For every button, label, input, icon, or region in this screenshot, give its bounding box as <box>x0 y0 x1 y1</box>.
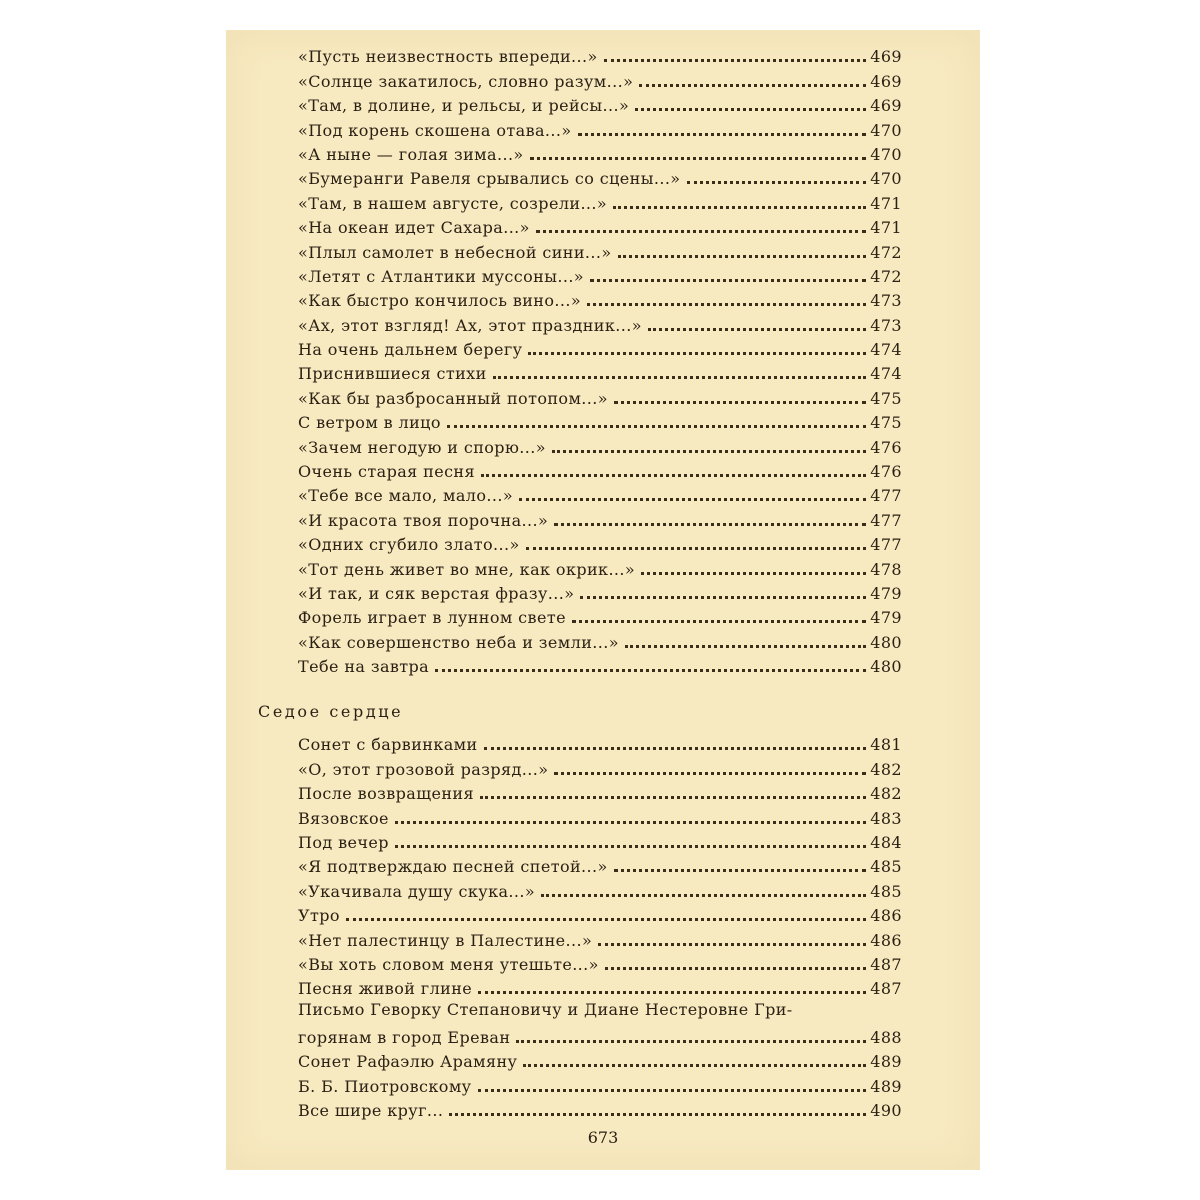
toc-entry-page: 475 <box>870 388 902 408</box>
toc-entry-page: 469 <box>870 47 902 67</box>
toc-entry-title: «Бумеранги Равеля срывались со сцены...» <box>298 169 681 189</box>
toc-entry-page: 477 <box>870 535 902 555</box>
dot-leader <box>541 894 866 897</box>
toc-entry <box>298 237 902 261</box>
dot-leader <box>481 474 866 477</box>
table-of-contents-part-1 <box>298 42 902 676</box>
dot-leader <box>478 1089 867 1092</box>
toc-entry-title: После возвращения <box>298 784 474 804</box>
toc-entry-page: 490 <box>870 1101 902 1121</box>
toc-entry <box>298 530 902 554</box>
toc-entry <box>298 457 902 481</box>
toc-entry-page: 478 <box>870 559 902 579</box>
toc-entry-page: 476 <box>870 462 902 482</box>
toc-entry <box>298 213 902 237</box>
toc-entry-title: «Плыл самолет в небесной сини...» <box>298 242 612 262</box>
toc-entry-page: 474 <box>870 340 902 360</box>
dot-leader <box>598 943 866 946</box>
toc-entry <box>298 481 902 505</box>
dot-leader <box>530 157 866 160</box>
toc-entry <box>298 828 902 852</box>
toc-entry <box>298 754 902 778</box>
toc-entry <box>298 42 902 66</box>
toc-entry-line-2 <box>298 1023 902 1047</box>
toc-entry-title: «Ах, этот взгляд! Ах, этот праздник...» <box>298 315 642 335</box>
toc-entry-title: Очень старая песня <box>298 462 475 482</box>
toc-entry <box>298 188 902 212</box>
toc-entry <box>298 91 902 115</box>
toc-entry-page: 470 <box>870 144 902 164</box>
dot-leader <box>618 255 866 258</box>
toc-entry-title-line-2: горянам в город Ереван <box>298 1028 511 1048</box>
dot-leader <box>395 845 866 848</box>
toc-entry-title: «Летят с Атлантики муссоны...» <box>298 266 584 286</box>
toc-entry-title: Песня живой глине <box>298 979 473 999</box>
toc-entry-title: Утро <box>298 906 340 926</box>
toc-entry <box>298 66 902 90</box>
toc-entry <box>298 901 902 925</box>
toc-entry <box>298 140 902 164</box>
toc-entry-title: «Зачем негодую и спорю...» <box>298 437 546 457</box>
toc-entry-page: 472 <box>870 266 902 286</box>
toc-entry <box>298 359 902 383</box>
page-number: 673 <box>587 1128 619 1147</box>
toc-entry-title: «И так, и сяк верстая фразу...» <box>298 583 575 603</box>
toc-entry-page: 480 <box>870 657 902 677</box>
dot-leader <box>552 450 866 453</box>
toc-entry <box>298 286 902 310</box>
toc-entry <box>298 627 902 651</box>
toc-entry-page: 477 <box>870 486 902 506</box>
toc-entry-page: 469 <box>870 71 902 91</box>
toc-entry-page: 487 <box>870 979 902 999</box>
toc-entry <box>298 603 902 627</box>
dot-leader <box>641 572 866 575</box>
dot-leader <box>480 796 866 799</box>
toc-entry-title: Форель играет в лунном свете <box>298 608 566 628</box>
toc-entry-page: 470 <box>870 120 902 140</box>
toc-entry-title: «Одних сгубило злато...» <box>298 535 520 555</box>
toc-entry-title: Тебе на завтра <box>298 657 430 677</box>
toc-entry-page: 473 <box>870 315 902 335</box>
toc-entry-title: С ветром в лицо <box>298 413 441 433</box>
toc-entry-wrapped <box>298 998 902 1047</box>
dot-leader <box>554 772 866 775</box>
toc-entry <box>298 1071 902 1095</box>
toc-entry <box>298 432 902 456</box>
dot-leader <box>635 108 866 111</box>
dot-leader <box>648 328 866 331</box>
toc-entry-page: 489 <box>870 1076 902 1096</box>
toc-entry-page: 485 <box>870 857 902 877</box>
toc-entry-page: 487 <box>870 954 902 974</box>
toc-entry <box>298 925 902 949</box>
toc-entry-title: «Я подтверждаю песней спетой...» <box>298 857 608 877</box>
toc-entry <box>298 652 902 676</box>
dot-leader <box>687 181 867 184</box>
toc-entry-title: Приснившиеся стихи <box>298 364 487 384</box>
toc-entry-title: «Там, в долине, и рельсы, и рейсы...» <box>298 96 630 116</box>
dot-leader <box>580 596 866 599</box>
dot-leader <box>625 645 866 648</box>
dot-leader <box>519 498 866 501</box>
dot-leader <box>578 133 866 136</box>
toc-entry-title: «Нет палестинцу в Палестине...» <box>298 930 593 950</box>
dot-leader <box>528 352 866 355</box>
dot-leader <box>614 401 866 404</box>
toc-entry-title: Сонет с барвинками <box>298 735 478 755</box>
toc-entry <box>298 262 902 286</box>
toc-entry-page: 481 <box>870 735 902 755</box>
toc-entry-title: Сонет Рафаэлю Арамяну <box>298 1052 518 1072</box>
toc-entry-title: «Укачивала душу скука...» <box>298 881 536 901</box>
toc-entry-title: «Пусть неизвестность впереди...» <box>298 47 598 67</box>
toc-entry <box>298 408 902 432</box>
book-page <box>226 30 980 1170</box>
dot-leader <box>536 230 866 233</box>
toc-entry-page: 486 <box>870 930 902 950</box>
dot-leader <box>614 869 866 872</box>
dot-leader <box>572 620 866 623</box>
toc-entry-page: 477 <box>870 510 902 530</box>
dot-leader <box>484 747 866 750</box>
toc-entry-title: «Под корень скошена отава...» <box>298 120 572 140</box>
toc-entry <box>298 803 902 827</box>
toc-entry <box>298 779 902 803</box>
toc-entry-page: 476 <box>870 437 902 457</box>
toc-entry-title: «Как бы разбросанный потопом...» <box>298 388 608 408</box>
toc-entry <box>298 730 902 754</box>
toc-entry <box>298 335 902 359</box>
section-title: Седое сердце <box>258 702 404 721</box>
toc-entry-title: «О, этот грозовой разряд...» <box>298 759 549 779</box>
toc-entry-page: 485 <box>870 881 902 901</box>
toc-entry <box>298 554 902 578</box>
toc-entry-page: 473 <box>870 291 902 311</box>
toc-entry-page: 479 <box>870 608 902 628</box>
dot-leader <box>493 376 866 379</box>
toc-entry-title: «Тебе все мало, мало...» <box>298 486 514 506</box>
dot-leader <box>604 59 866 62</box>
toc-entry-title: «Солнце закатилось, словно разум...» <box>298 71 634 91</box>
toc-entry <box>298 1096 902 1120</box>
toc-entry <box>298 310 902 334</box>
toc-entry-title: «Тот день живет во мне, как окрик...» <box>298 559 636 579</box>
dot-leader <box>516 1040 866 1043</box>
toc-entry-title: «Там, в нашем августе, созрели...» <box>298 193 608 213</box>
toc-entry <box>298 1047 902 1071</box>
toc-entry-title: «На океан идет Сахара...» <box>298 218 530 238</box>
dot-leader <box>449 1113 866 1116</box>
toc-entry-page: 470 <box>870 169 902 189</box>
toc-entry-title: На очень дальнем берегу <box>298 340 523 360</box>
toc-entry-title: Вязовское <box>298 808 389 828</box>
dot-leader <box>613 206 866 209</box>
dot-leader <box>478 991 866 994</box>
toc-entry <box>298 950 902 974</box>
toc-entry <box>298 115 902 139</box>
toc-entry-title: «Как быстро кончилось вино...» <box>298 291 582 311</box>
toc-entry-page: 471 <box>870 193 902 213</box>
dot-leader <box>590 279 866 282</box>
toc-entry <box>298 383 902 407</box>
dot-leader <box>523 1064 866 1067</box>
toc-entry-page: 489 <box>870 1052 902 1072</box>
toc-entry <box>298 505 902 529</box>
toc-entry <box>298 876 902 900</box>
toc-entry-page: 472 <box>870 242 902 262</box>
dot-leader <box>587 303 866 306</box>
toc-entry-page: 484 <box>870 832 902 852</box>
table-of-contents-part-2 <box>298 730 902 1120</box>
toc-entry-title: «Вы хоть словом меня утешьте...» <box>298 954 599 974</box>
toc-entry-page: 471 <box>870 218 902 238</box>
toc-entry-page: 474 <box>870 364 902 384</box>
toc-entry-page: 483 <box>870 808 902 828</box>
toc-entry <box>298 164 902 188</box>
toc-entry-title-line-1: Письмо Геворку Степановичу и Диане Нестеровне Гри- <box>298 1000 793 1020</box>
toc-entry-page: 488 <box>870 1028 902 1048</box>
toc-entry-title: «А ныне — голая зима...» <box>298 144 524 164</box>
toc-entry-title: «Как совершенство неба и земли...» <box>298 632 619 652</box>
toc-entry <box>298 579 902 603</box>
toc-entry-page: 479 <box>870 583 902 603</box>
toc-entry-title: «И красота твоя порочна...» <box>298 510 549 530</box>
toc-entry-page: 469 <box>870 96 902 116</box>
dot-leader <box>435 669 866 672</box>
toc-entry-page: 482 <box>870 784 902 804</box>
toc-entry <box>298 974 902 998</box>
toc-entry-title: Под вечер <box>298 832 389 852</box>
toc-entry-page: 482 <box>870 759 902 779</box>
toc-entry-page: 486 <box>870 906 902 926</box>
dot-leader <box>447 425 866 428</box>
dot-leader <box>605 967 866 970</box>
dot-leader <box>526 547 866 550</box>
toc-entry-title: Все шире круг... <box>298 1101 444 1121</box>
toc-entry-page: 475 <box>870 413 902 433</box>
toc-entry-page: 480 <box>870 632 902 652</box>
dot-leader <box>346 918 866 921</box>
toc-entry <box>298 852 902 876</box>
toc-entry-title: Б. Б. Пиотровскому <box>298 1076 472 1096</box>
dot-leader <box>395 821 866 824</box>
dot-leader <box>639 84 866 87</box>
dot-leader <box>554 523 866 526</box>
